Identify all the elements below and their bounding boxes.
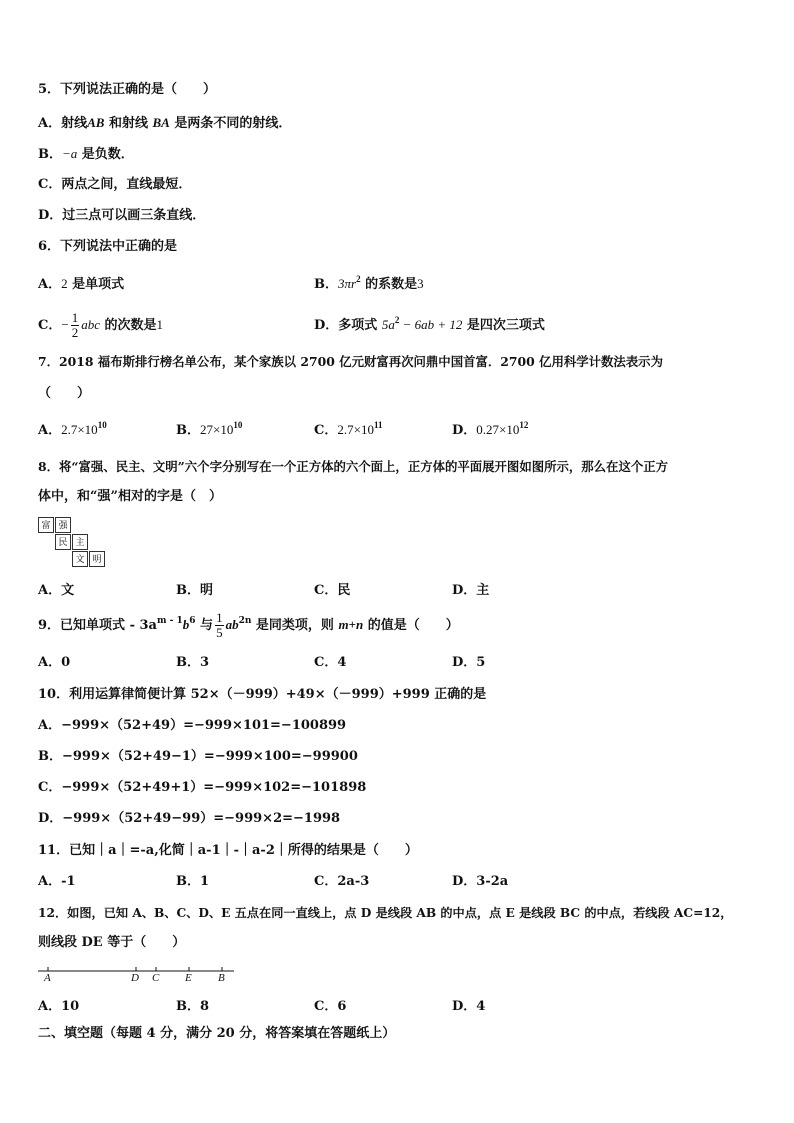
q5-option-c: C．两点之间，直线最短． — [38, 177, 192, 192]
q6-stem: 6．下列说法中正确的是 — [38, 239, 178, 254]
q8-option-d: D．主 — [452, 583, 490, 598]
q6-option-c: C．− $\frac{1}{2}$ abc 的次数是1 — [38, 310, 164, 340]
q7-option-b: B．$27\times 10^{10}$ — [176, 420, 243, 438]
q12-stem-line2: 则线段 DE 等于（ ） — [38, 935, 186, 950]
q12-option-a: A．10 — [38, 999, 80, 1014]
q11-option-d: D．3-2a — [452, 874, 509, 889]
q9-option-c: C．4 — [314, 655, 347, 670]
net-cell: 强 — [55, 517, 71, 533]
q10-option-d: D．−999×（52+49−99）=−999×2=−1998 — [38, 811, 341, 826]
q11-stem: 11．已知｜a｜=-a,化简｜a-1｜-｜a-2｜所得的结果是（ ） — [38, 843, 418, 858]
q10-option-a: A．−999×（52+49）=−999×101=−100899 — [38, 718, 347, 733]
net-cell: 主 — [72, 534, 88, 550]
q5-option-d: D．过三点可以画三条直线． — [38, 208, 206, 223]
q7-paren: （ ） — [38, 386, 91, 401]
q12-option-b: B．8 — [176, 999, 210, 1014]
q8-option-b: B．明 — [176, 583, 213, 598]
point-label-c: C — [152, 972, 160, 984]
q7-option-a: A．$2.7\times 10^{10}$ — [38, 420, 107, 438]
q9-stem: 9．已知单项式 - $3a^{m - 1}b^6$ 与 $\frac{1}{5}$ $ab^{2n}$ 是同类项，则 m+n 的值是（ ） — [38, 610, 459, 640]
q11-option-a: A．-1 — [38, 874, 76, 889]
point-label-b: B — [218, 972, 225, 984]
point-label-a: A — [44, 972, 51, 984]
q5-option-a: A．射线AB 和射线 BA 是两条不同的射线． — [38, 115, 292, 131]
q6-option-a: A．2 是单项式 — [38, 276, 125, 292]
q7-option-d: D．$0.27\times 10^{12}$ — [452, 420, 529, 438]
q5-option-b: B．−a 是负数． — [38, 146, 134, 162]
q7-option-c: C．$2.7\times 10^{11}$ — [314, 420, 383, 438]
q6-option-d: D．多项式 $5a^2 - 6ab + 12$ 是四次三项式 — [314, 315, 545, 333]
net-cell: 文 — [72, 551, 88, 567]
q10-option-c: C．−999×（52+49+1）=−999×102=−101898 — [38, 780, 367, 795]
q12-option-d: D．4 — [452, 999, 486, 1014]
line-segment-figure — [38, 962, 238, 988]
q12-option-c: C．6 — [314, 999, 347, 1014]
q7-stem: 7．2018 福布斯排行榜名单公布，某个家族以 2700 亿元财富再次问鼎中国首富．2700 亿用科学计数法表示为 — [38, 354, 663, 369]
q8-option-c: C．民 — [314, 583, 351, 598]
q9-option-a: A．0 — [38, 655, 71, 670]
q6-option-b: B．$3\pi r^2$ 的系数是3 — [314, 274, 424, 292]
q5-stem: 5．下列说法正确的是（ ） — [38, 82, 217, 97]
q8-stem-line1: 8．将“富强、民主、文明”六个字分别写在一个正方体的六个面上，正方体的平面展开图如图所示，那么在这个正方 — [38, 459, 669, 474]
point-label-d: D — [131, 972, 139, 984]
q11-option-c: C．2a-3 — [314, 874, 370, 889]
q9-option-d: D．5 — [452, 655, 486, 670]
net-cell: 民 — [55, 534, 71, 550]
q11-option-b: B．1 — [176, 874, 210, 889]
point-label-e: E — [185, 972, 192, 984]
net-cell: 明 — [89, 551, 105, 567]
q8-stem-line2: 体中，和“强”相对的字是（ ） — [38, 489, 222, 504]
net-cell: 富 — [38, 517, 54, 533]
q12-stem-line1: 12．如图，已知 A、B、C、D、E 五点在同一直线上，点 D 是线段 AB 的中点，点 E 是线段 BC 的中点，若线段 AC=12， — [38, 906, 733, 920]
q10-stem: 10．利用运算律简便计算 52×（－999）+49×（－999）+999 正确的是 — [38, 687, 487, 702]
q10-option-b: B．−999×（52+49−1）=−999×100=−99900 — [38, 749, 358, 764]
q8-option-a: A．文 — [38, 583, 75, 598]
section-2-heading: 二、填空题（每题 4 分，满分 20 分，将答案填在答题纸上） — [38, 1026, 396, 1041]
q9-option-b: B．3 — [176, 655, 210, 670]
